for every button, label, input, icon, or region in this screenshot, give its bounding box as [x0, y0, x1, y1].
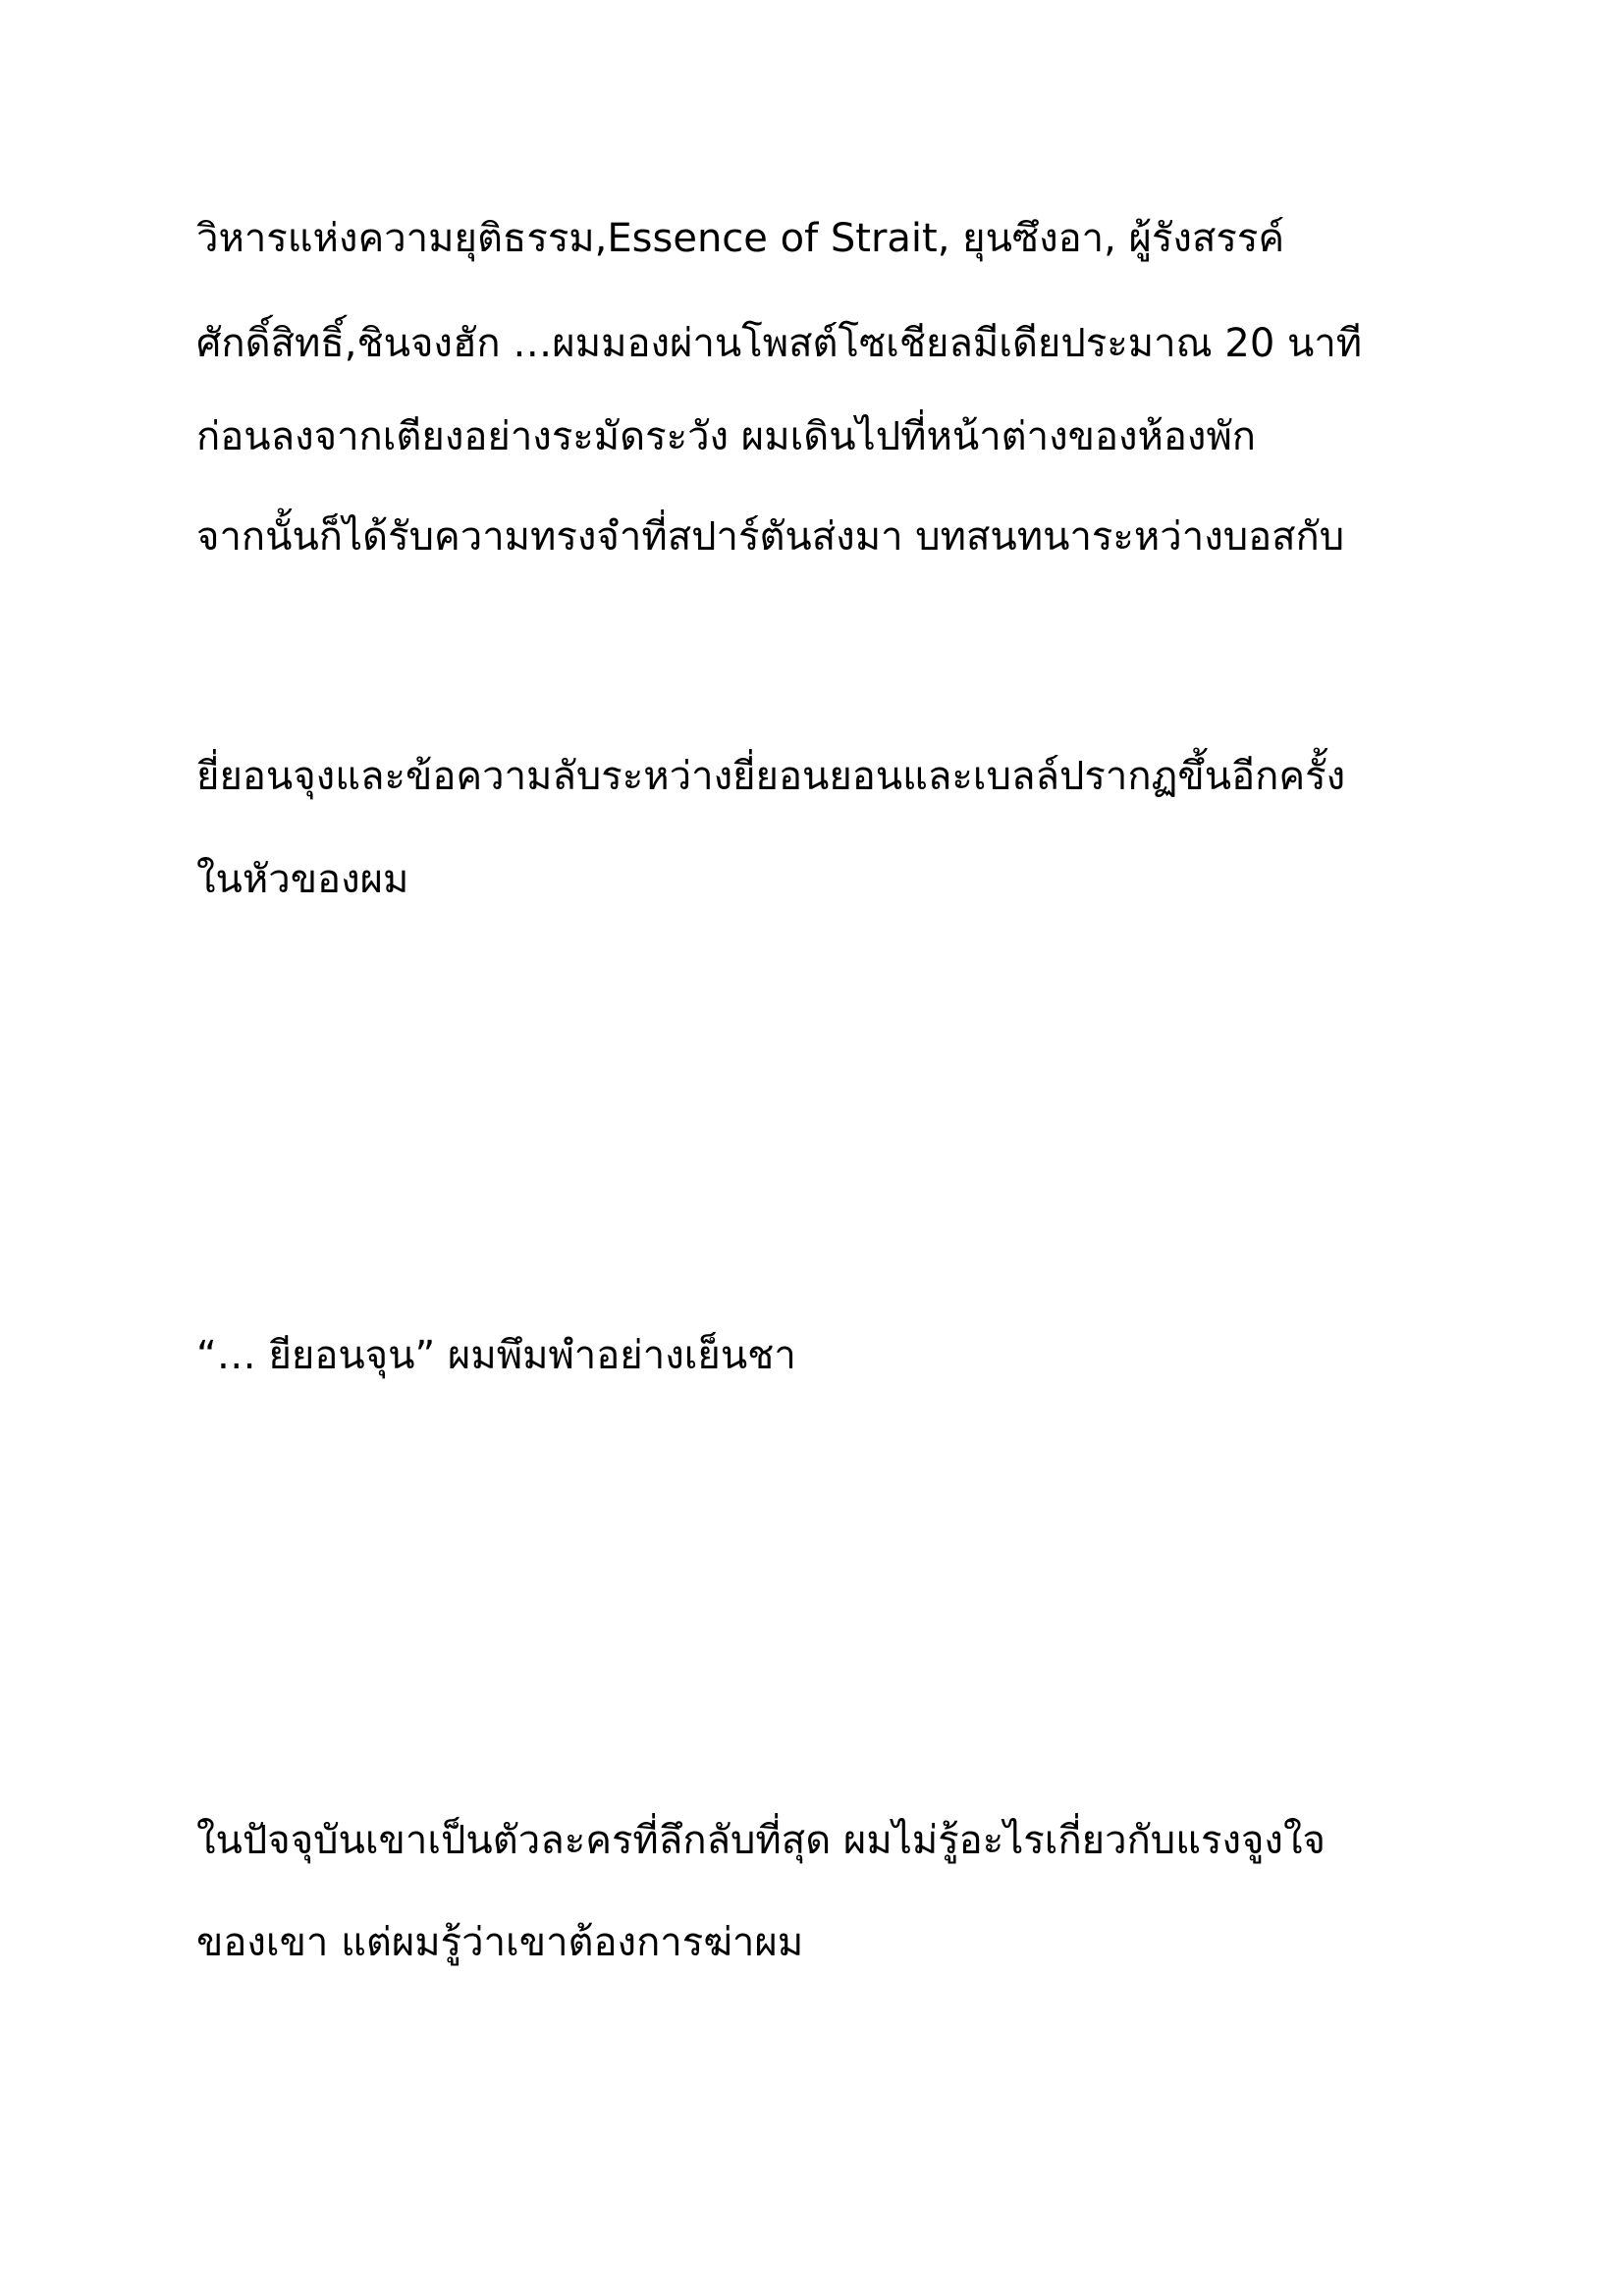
- paragraph-1-line-3: ก่อนลงจากเตียงอย่างระมัดระวัง ผมเดินไปที่หน้าต่างของห้องพัก: [196, 414, 1257, 459]
- paragraph-2-line-1: ยี่ยอนจุงและข้อความลับระหว่างยี่ยอนยอนและเบลล์ปรากฏขึ้นอีกครั้ง: [196, 754, 1346, 799]
- paragraph-4-line-1: ในปัจจุบันเขาเป็นตัวละครที่ลึกลับที่สุด ผมไม่รู้อะไรเกี่ยวกับแรงจูงใจ: [196, 1818, 1326, 1863]
- paragraph-1-line-2: ศักดิ์สิทธิ์,ชินจงฮัก …ผมมองผ่านโพสต์โซเชียลมีเดียประมาณ 20 นาที: [196, 321, 1363, 366]
- paragraph-2-line-2: ในหัวของผม: [196, 857, 409, 902]
- paragraph-1-line-1: วิหารแห่งความยุติธรรม,Essence of Strait, ยุนซึงอา, ผู้รังสรรค์: [196, 216, 1285, 261]
- paragraph-4-line-2: ของเขา แต่ผมรู้ว่าเขาต้องการฆ่าผม: [196, 1920, 804, 1965]
- paragraph-1-line-4: จากนั้นก็ได้รับความทรงจำที่สปาร์ตันส่งมา บทสนทนาระหว่างบอสกับ: [196, 514, 1345, 560]
- paragraph-3-line-1: “… ยียอนจุน” ผมพึมพำอย่างเย็นชา: [196, 1333, 796, 1378]
